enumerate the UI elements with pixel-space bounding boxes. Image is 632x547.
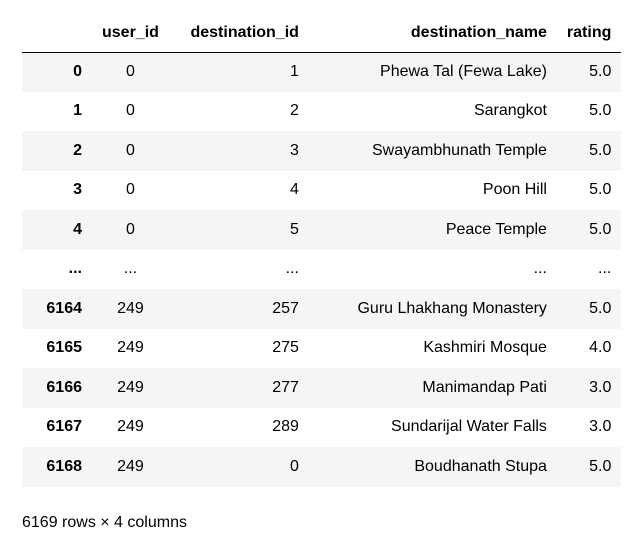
destination-name-header: destination_name [309,14,557,52]
user-id-cell: 0 [126,141,135,159]
destination-name-cell: Poon Hill [482,181,547,199]
header-row [22,14,621,52]
user-id-cell: 249 [117,457,144,475]
user-id-cell: 249 [117,299,144,317]
user-id-cell: 0 [126,63,135,80]
rating-cell: 4.0 [589,339,612,357]
row-index: 6167 [46,418,82,436]
table-row [22,368,621,408]
destination-id-cell: 2 [290,102,299,120]
destination-id-cell: 277 [272,378,299,396]
rating-cell: 3.0 [589,378,612,396]
row-index: 4 [73,220,82,238]
destination-id-cell: 0 [290,457,299,475]
destination-name-cell: Swayambhunath Temple [372,141,547,159]
destination-name-cell: Peace Temple [445,220,547,238]
destination-name-cell: Phewa Tal (Fewa Lake) [380,63,547,80]
rating-header: rating [557,14,621,52]
row-index: 0 [73,63,82,80]
table-row [22,92,621,132]
destination-id-cell: 4 [290,181,299,199]
table-row [22,329,621,369]
user-id-cell: ... [123,260,138,278]
rating-cell: 5.0 [589,141,612,159]
rating-cell: 3.0 [589,418,612,436]
destination-id-cell: 275 [272,339,299,357]
user-id-cell: 249 [117,418,144,436]
user-id-cell: 0 [126,220,135,238]
destination-name-cell: Sarangkot [473,102,547,120]
rating-cell: ... [598,260,612,278]
destination-name-cell: Boudhanath Stupa [414,457,547,475]
row-index: 1 [73,102,82,120]
dataframe-table [22,14,621,487]
dataframe-shape-summary: 6169 rows × 4 columns [22,514,187,531]
rating-cell: 5.0 [589,102,612,120]
destination-name-cell: ... [533,260,547,278]
row-index: 6168 [46,457,82,475]
rating-cell: 5.0 [589,457,612,475]
destination-id-header: destination_id [169,14,309,52]
table-header [22,14,621,52]
index-header [22,14,92,52]
user-id-cell: 249 [117,378,144,396]
destination-id-cell: 5 [290,220,299,238]
table-row [22,408,621,448]
user-id-cell: 0 [126,102,135,120]
table-row [22,171,621,211]
destination-name-cell: Kashmiri Mosque [423,339,547,357]
row-index: 6166 [46,378,82,396]
row-index: 6165 [46,339,82,357]
destination-id-cell: 1 [290,63,299,80]
table-row [22,52,621,92]
destination-id-cell: 3 [290,141,299,159]
row-index: ... [68,260,82,278]
row-index: 2 [73,141,82,159]
destination-name-cell: Guru Lhakhang Monastery [357,299,547,317]
user-id-cell: 0 [126,181,135,199]
destination-id-cell: ... [285,260,299,278]
rating-cell: 5.0 [589,299,612,317]
table-row [22,131,621,171]
table-body [22,52,621,487]
destination-name-cell: Manimandap Pati [422,378,547,396]
row-index: 6164 [46,299,82,317]
table-row [22,447,621,487]
user-id-cell: 249 [117,339,144,357]
table-row [22,289,621,329]
destination-id-cell: 289 [272,418,299,436]
ellipsis-row [22,250,621,290]
rating-cell: 5.0 [589,63,612,80]
rating-cell: 5.0 [589,220,612,238]
table-row [22,210,621,250]
rating-cell: 5.0 [589,181,612,199]
destination-id-cell: 257 [272,299,299,317]
user-id-header: user_id [92,14,169,52]
destination-name-cell: Sundarijal Water Falls [391,418,547,436]
row-index: 3 [73,181,82,199]
